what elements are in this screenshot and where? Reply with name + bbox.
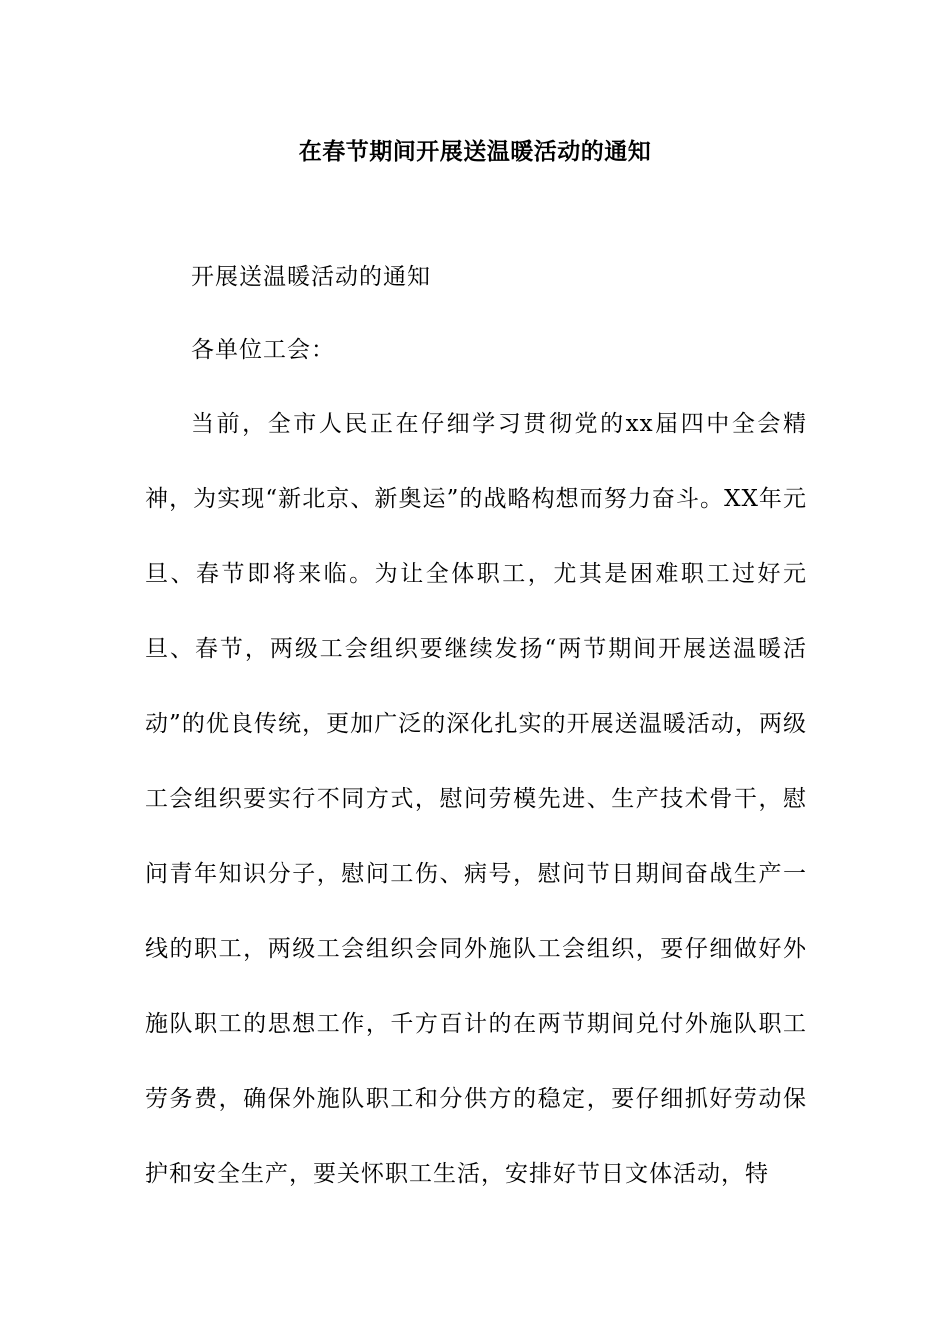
document-subtitle: 开展送温暖活动的通知 [191, 264, 431, 290]
salutation: 各单位工会： [191, 337, 335, 363]
body-paragraph: 当前，全市人民正在仔细学习贯彻党的xx届四中全会精神，为实现“新北京、新奥运”的战略构想而努力奋斗。XX年元旦、春节即将来临。为让全体职工，尤其是困难职工过好元旦、春节，两级工会组织要继续发扬“两节期间开展送温暖活动”的优良传统，更加广泛的深化扎实的开展送温暖活动，两级工会组织要实行不同方式，慰问劳模先进、生产技术骨干，慰问青年知识分子，慰问工伤、病号，慰问节日期间奋战生产一线的职工，两级工会组织会同外施队工会组织，要仔细做好外施队职工的思想工作，千方百计的在两节期间兑付外施队职工劳务费，确保外施队职工和分供方的稳定，要仔细抓好劳动保护和安全生产，要关怀职工生活，安排好节日文体活动，特 [145, 411, 807, 1187]
document-title: 在春节期间开展送温暖活动的通知 [298, 138, 652, 165]
